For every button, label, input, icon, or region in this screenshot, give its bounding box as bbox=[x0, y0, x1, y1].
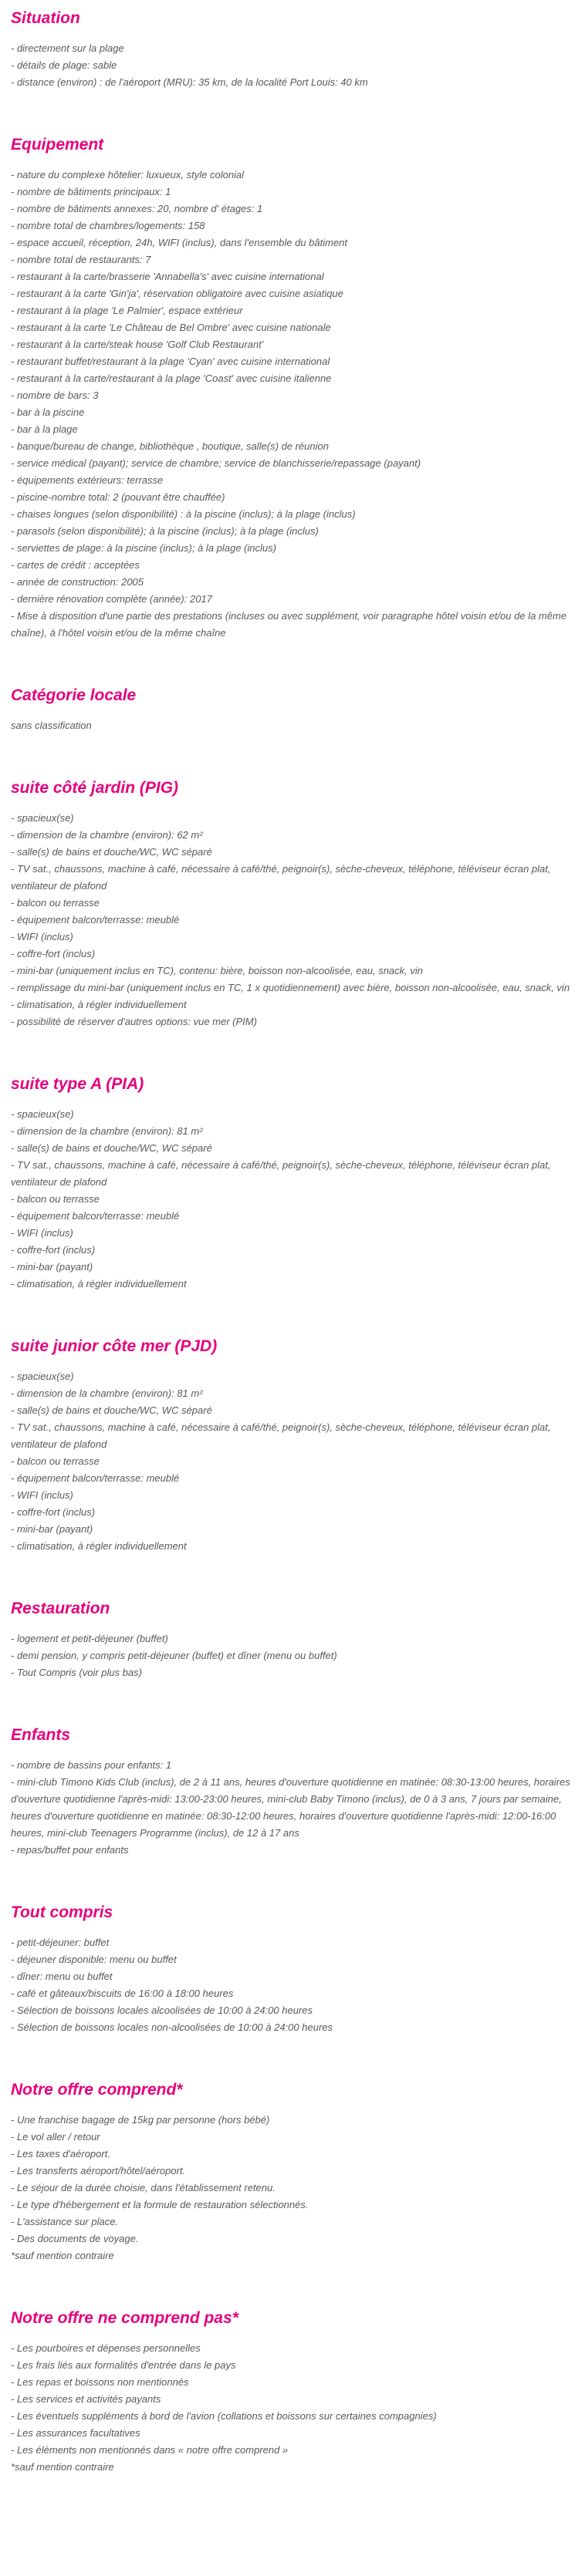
section-item: - salle(s) de bains et douche/WC, WC séparé bbox=[11, 1404, 212, 1416]
section-item: - restaurant à la carte/brasserie 'Annabella's' avec cuisine international bbox=[11, 271, 324, 282]
section-item: - WIFI (inclus) bbox=[11, 1227, 73, 1239]
section-categorie-locale bbox=[11, 686, 573, 734]
section-item: - Mise à disposition d'une partie des prestations (incluses ou avec supplément, voir paragraphe hôtel voisin et/ou de la même chaîne), à l'hôtel voisin et/ou de la même chaîne bbox=[11, 610, 567, 639]
section-item: - nature du complexe hôtelier: luxueux, style colonial bbox=[11, 169, 245, 180]
section-item: - équipement balcon/terrasse: meublé bbox=[11, 914, 180, 926]
section-item: - piscine-nombre total: 2 (pouvant être chauffée) bbox=[11, 491, 225, 503]
section-item: - Les éléments non mentionnés dans « notre offre comprend » bbox=[11, 2444, 289, 2456]
section-item: - cartes de crédit : acceptées bbox=[11, 559, 140, 571]
section-item: *sauf mention contraire bbox=[11, 2250, 114, 2261]
section-title: Catégorie locale bbox=[11, 686, 137, 704]
section-item: - café et gâteaux/biscuits de 16:00 à 18:00 heures bbox=[11, 1988, 234, 1999]
section-title: Notre offre ne comprend pas* bbox=[11, 2309, 238, 2327]
section-item: sans classification bbox=[11, 720, 92, 731]
section-item: - possibilité de réserver d'autres options: vue mer (PIM) bbox=[11, 1016, 257, 1027]
section-item: - banque/bureau de change, bibliothèque , boutique, salle(s) de réunion bbox=[11, 440, 329, 452]
section-item: - WIFI (inclus) bbox=[11, 1489, 73, 1501]
section-item: - distance (environ) : de l'aéroport (MRU): 35 km, de la localité Port Louis: 40 km bbox=[11, 76, 368, 88]
section-item: - demi pension, y compris petit-déjeuner (buffet) et dîner (menu ou buffet) bbox=[11, 1650, 337, 1661]
section-item: - mini-bar (uniquement inclus en TC), contenu: bière, boisson non-alcoolisée, eau, snack, vin bbox=[11, 965, 423, 976]
section-item: - Les éventuels suppléments à bord de l'avion (collations et boissons sur certaines compagnies) bbox=[11, 2410, 437, 2422]
section-item: - dîner: menu ou buffet bbox=[11, 1971, 113, 1982]
section-situation bbox=[11, 9, 573, 91]
section-item: - dimension de la chambre (environ): 62 m² bbox=[11, 829, 203, 841]
section-item: *sauf mention contraire bbox=[11, 2461, 114, 2473]
section-item: - climatisation, à régler individuellement bbox=[11, 1540, 187, 1552]
section-item: - balcon ou terrasse bbox=[11, 897, 100, 909]
section-item: - restaurant à la carte 'Le Château de Bel Ombre' avec cuisine nationale bbox=[11, 322, 331, 333]
section-title: Equipement bbox=[11, 136, 104, 153]
section-item: - Sélection de boissons locales alcoolisées de 10:00 à 24:00 heures bbox=[11, 2004, 313, 2016]
section-item: - Tout Compris (voir plus bas) bbox=[11, 1667, 143, 1678]
section-item: - restaurant à la carte/restaurant à la plage 'Coast' avec cuisine italienne bbox=[11, 373, 332, 384]
section-item: - salle(s) de bains et douche/WC, WC séparé bbox=[11, 1142, 212, 1154]
section-item: - Les frais liés aux formalités d'entrée dans le pays bbox=[11, 2359, 236, 2371]
section-item: - mini-bar (payant) bbox=[11, 1523, 93, 1535]
section-item: - spacieux(se) bbox=[11, 1371, 74, 1382]
section-item: - nombre de bars: 3 bbox=[11, 389, 99, 401]
section-item: - restaurant buffet/restaurant à la plage 'Cyan' avec cuisine international bbox=[11, 356, 330, 367]
section-title: suite type A (PIA) bbox=[11, 1075, 144, 1093]
section-item: - restaurant à la carte 'Gin'ja', réservation obligatoire avec cuisine asiatique bbox=[11, 288, 343, 299]
section-suite-cote-jardin-pig bbox=[11, 779, 573, 1030]
section-item: - L'assistance sur place. bbox=[11, 2216, 119, 2227]
section-item: - logement et petit-déjeuner (buffet) bbox=[11, 1633, 168, 1644]
section-item: - année de construction: 2005 bbox=[11, 576, 144, 588]
section-restauration bbox=[11, 1600, 573, 1681]
section-item: - remplissage du mini-bar (uniquement inclus en TC, 1 x quotidiennement) avec bière, boisson non-alcoolisée, eau, snack, vin bbox=[11, 982, 570, 993]
section-item: - Les assurances facultatives bbox=[11, 2427, 140, 2439]
section-item: - directement sur la plage bbox=[11, 42, 124, 54]
section-item: - parasols (selon disponibilité); à la piscine (inclus); à la plage (inclus) bbox=[11, 525, 319, 537]
section-item: - nombre de bâtiments principaux: 1 bbox=[11, 186, 171, 197]
section-item: - nombre total de chambres/logements: 158 bbox=[11, 220, 205, 231]
section-item: - Le vol aller / retour bbox=[11, 2131, 100, 2143]
section-item: - spacieux(se) bbox=[11, 812, 74, 824]
section-notre-offre-comprend bbox=[11, 2081, 573, 2264]
section-item: - mini-club Timono Kids Club (inclus), de 2 à 11 ans, heures d'ouverture quotidienne en matinée: 08:30-13:00 heures, horaires d'ouverture quotidienne l'après-midi: 13:00-23:00 heures, mini-club Baby Timono (inclus), de 0 à 3 ans, 7 jours par semaine, heures d'ouverture quotidienne en matinée: 08:30-12:00 heures, horaires d'ouverture quotidienne l'après-midi: 12:00-16:00 heures, mini-club Teenagers Programme (inclus), de 12 à 17 ans bbox=[11, 1776, 570, 1839]
section-item: - coffre-fort (inclus) bbox=[11, 948, 96, 959]
section-item: - TV sat., chaussons, machine à café, nécessaire à café/thé, peignoir(s), sèche-cheveux, téléphone, téléviseur écran plat, ventilateur de plafond bbox=[11, 863, 551, 892]
section-item: - repas/buffet pour enfants bbox=[11, 1844, 129, 1856]
section-item: - bar à la plage bbox=[11, 423, 78, 435]
section-item: - détails de plage: sable bbox=[11, 59, 117, 71]
section-item: - Les repas et boissons non mentionnés bbox=[11, 2376, 189, 2388]
section-title: Tout compris bbox=[11, 1903, 113, 1921]
section-item: - coffre-fort (inclus) bbox=[11, 1244, 96, 1256]
section-item: - Les transferts aéroport/hôtel/aéroport. bbox=[11, 2165, 186, 2176]
section-title: Notre offre comprend* bbox=[11, 2081, 183, 2099]
section-equipement bbox=[11, 136, 573, 642]
section-item: - WIFI (inclus) bbox=[11, 931, 73, 942]
section-title: Enfants bbox=[11, 1726, 71, 1744]
section-item: - Des documents de voyage. bbox=[11, 2233, 139, 2244]
section-item: - balcon ou terrasse bbox=[11, 1193, 100, 1205]
section-item: - salle(s) de bains et douche/WC, WC séparé bbox=[11, 846, 212, 858]
section-item: - dimension de la chambre (environ): 81 m² bbox=[11, 1125, 203, 1137]
section-item: - nombre de bassins pour enfants: 1 bbox=[11, 1759, 172, 1771]
section-title: suite côté jardin (PIG) bbox=[11, 779, 179, 797]
section-item: - bar à la piscine bbox=[11, 406, 85, 418]
section-item: - Une franchise bagage de 15kg par personne (hors bébé) bbox=[11, 2114, 270, 2126]
section-item: - nombre de bâtiments annexes: 20, nombre d' étages: 1 bbox=[11, 203, 263, 214]
section-item: - petit-déjeuner: buffet bbox=[11, 1937, 110, 1948]
section-item: - climatisation, à régler individuellement bbox=[11, 999, 187, 1010]
section-item: - Le type d'hébergement et la formule de restauration sélectionnés. bbox=[11, 2199, 309, 2210]
section-title: suite junior côte mer (PJD) bbox=[11, 1337, 218, 1355]
section-item: - serviettes de plage: à la piscine (inclus); à la plage (inclus) bbox=[11, 542, 276, 554]
section-item: - équipement balcon/terrasse: meublé bbox=[11, 1210, 180, 1222]
section-item: - équipements extérieurs: terrasse bbox=[11, 474, 164, 486]
section-item: - déjeuner disponible: menu ou buffet bbox=[11, 1954, 177, 1965]
section-item: - TV sat., chaussons, machine à café, nécessaire à café/thé, peignoir(s), sèche-cheveux, téléphone, téléviseur écran plat, ventilateur de plafond bbox=[11, 1421, 551, 1450]
section-item: - nombre total de restaurants: 7 bbox=[11, 254, 151, 265]
section-item: - balcon ou terrasse bbox=[11, 1455, 100, 1467]
section-item: - spacieux(se) bbox=[11, 1108, 74, 1120]
section-item: - restaurant à la carte/steak house 'Golf Club Restaurant' bbox=[11, 339, 264, 350]
section-item: - climatisation, à régler individuellement bbox=[11, 1278, 187, 1290]
section-item: - service médical (payant); service de chambre; service de blanchisserie/repassage (payant) bbox=[11, 457, 421, 469]
section-item: - dimension de la chambre (environ): 81 m² bbox=[11, 1387, 203, 1399]
section-item: - dernière rénovation complète (année): 2017 bbox=[11, 593, 212, 605]
section-enfants bbox=[11, 1726, 573, 1859]
section-item: - espace accueil, réception, 24h, WIFI (inclus), dans l'ensemble du bâtiment bbox=[11, 237, 348, 248]
section-item: - Les taxes d'aéroport. bbox=[11, 2148, 110, 2160]
section-suite-type-a-pia bbox=[11, 1075, 573, 1293]
section-item: - Les services et activités payants bbox=[11, 2393, 161, 2405]
section-tout-compris bbox=[11, 1903, 573, 2036]
section-notre-offre-ne-comprend-pas bbox=[11, 2309, 573, 2476]
section-item: - mini-bar (payant) bbox=[11, 1261, 93, 1273]
section-item: - Le séjour de la durée choisie, dans l'établissement retenu. bbox=[11, 2182, 276, 2193]
section-item: - équipement balcon/terrasse: meublé bbox=[11, 1472, 180, 1484]
section-item: - TV sat., chaussons, machine à café, nécessaire à café/thé, peignoir(s), sèche-cheveux, téléphone, téléviseur écran plat, ventilateur de plafond bbox=[11, 1159, 551, 1188]
section-item: - Sélection de boissons locales non-alcoolisées de 10:00 à 24:00 heures bbox=[11, 2021, 333, 2033]
section-item: - chaises longues (selon disponibilité) : à la piscine (inclus); à la plage (inclus) bbox=[11, 508, 356, 520]
section-item: - restaurant à la plage 'Le Palmier', espace extérieur bbox=[11, 305, 243, 316]
section-item: - coffre-fort (inclus) bbox=[11, 1506, 96, 1518]
section-title: Restauration bbox=[11, 1600, 110, 1617]
section-title: Situation bbox=[11, 9, 80, 27]
section-suite-junior-cote-mer-pjd bbox=[11, 1337, 573, 1555]
section-item: - Les pourboires et dépenses personnelles bbox=[11, 2342, 201, 2354]
